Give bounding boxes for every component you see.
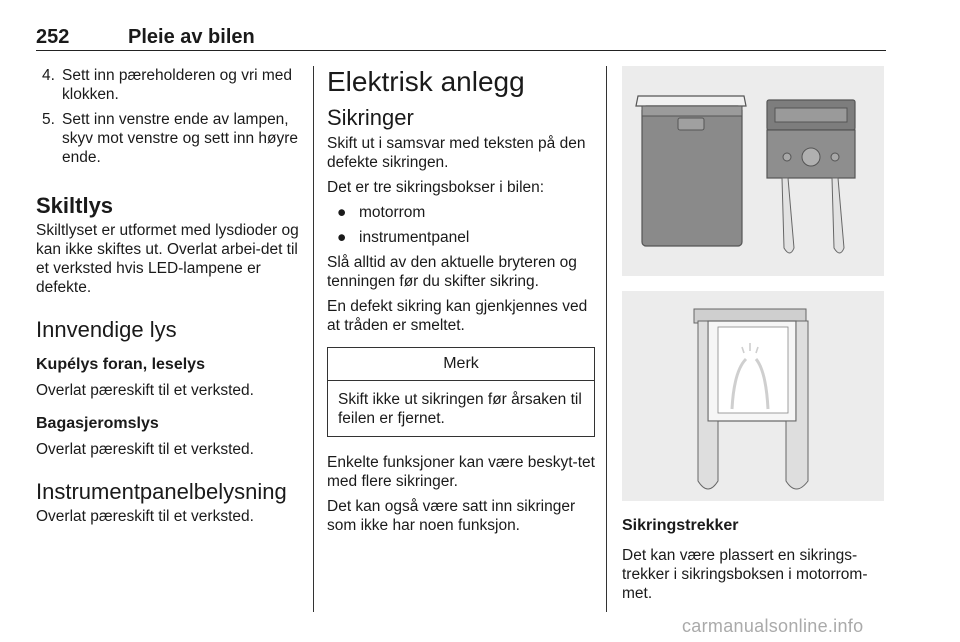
instrumentpanel-heading: Instrumentpanelbelysning: [36, 479, 287, 504]
skiltlys-text: Skiltlyset er utformet med lysdioder og kan ikke skiftes ut. Overlat arbei-det til et verksted hvis LED-lampene er defekte.: [36, 222, 299, 296]
list-item: [327, 203, 595, 222]
step-item: [36, 66, 302, 104]
bagasjeromslys-text: Overlat pæreskift til et verksted.: [36, 441, 254, 458]
fuse-illustration-side-views: [622, 66, 884, 276]
sikringstrekker-heading: Sikringstrekker: [622, 517, 739, 534]
list-item: [327, 228, 595, 247]
column-divider-right: [606, 66, 607, 612]
step-text: Sett inn venstre ende av lampen, skyv mot venstre og sett inn høyre ende.: [62, 111, 299, 166]
note-box: [327, 347, 595, 437]
column-divider-left: [313, 66, 314, 612]
paragraph: Skift ut i samsvar med teksten på den defekte sikringen.: [327, 135, 586, 171]
paragraph: Det kan også være satt inn sikringer som ikke har noen funksjon.: [327, 498, 576, 534]
kupelys-text: Overlat pæreskift til et verksted.: [36, 382, 254, 399]
section-title: Elektrisk anlegg: [327, 66, 525, 97]
note-text: Skift ikke ut sikringen før årsaken til feilen er fjernet.: [338, 391, 582, 427]
paragraph: Enkelte funksjoner kan være beskyt-tet med flere sikringer.: [327, 454, 595, 490]
bullet-icon: ●: [337, 204, 347, 221]
middle-column: [327, 66, 595, 541]
paragraph: Det er tre sikringsbokser i bilen:: [327, 179, 545, 196]
step-number: 4.: [42, 67, 55, 84]
list-item-text: motorrom: [359, 204, 426, 221]
watermark: carmanualsonline.info: [682, 616, 864, 636]
sikringer-heading: Sikringer: [327, 105, 414, 130]
sikringstrekker-text: Det kan være plassert en sikrings-trekker i sikringsboksen i motorrom-met.: [622, 547, 868, 602]
page-number: 252: [36, 26, 70, 48]
skiltlys-heading: Skiltlys: [36, 193, 114, 218]
instrumentpanel-text: Overlat pæreskift til et verksted.: [36, 508, 254, 525]
bullet-icon: ●: [337, 229, 347, 246]
fuse-illustration-blown: [622, 291, 884, 501]
paragraph: En defekt sikring kan gjenkjennes ved at tråden er smeltet.: [327, 298, 588, 334]
right-column: [622, 516, 884, 609]
step-item: [36, 110, 302, 167]
page-title: Pleie av bilen: [128, 26, 255, 48]
kupelys-heading: Kupélys foran, leselys: [36, 356, 205, 373]
bagasjeromslys-heading: Bagasjeromslys: [36, 415, 159, 432]
left-column: [36, 66, 302, 532]
step-number: 5.: [42, 111, 55, 128]
fuse-side-views-drawing: [622, 66, 884, 276]
fuse-blown-drawing: [622, 291, 884, 501]
innvendige-lys-heading: Innvendige lys: [36, 317, 177, 342]
step-text: Sett inn pæreholderen og vri med klokken.: [62, 67, 293, 103]
list-item-text: instrumentpanel: [359, 229, 470, 246]
page-header: [36, 24, 886, 51]
paragraph: Slå alltid av den aktuelle bryteren og tenningen før du skifter sikring.: [327, 254, 577, 290]
note-heading: Merk: [328, 348, 594, 381]
